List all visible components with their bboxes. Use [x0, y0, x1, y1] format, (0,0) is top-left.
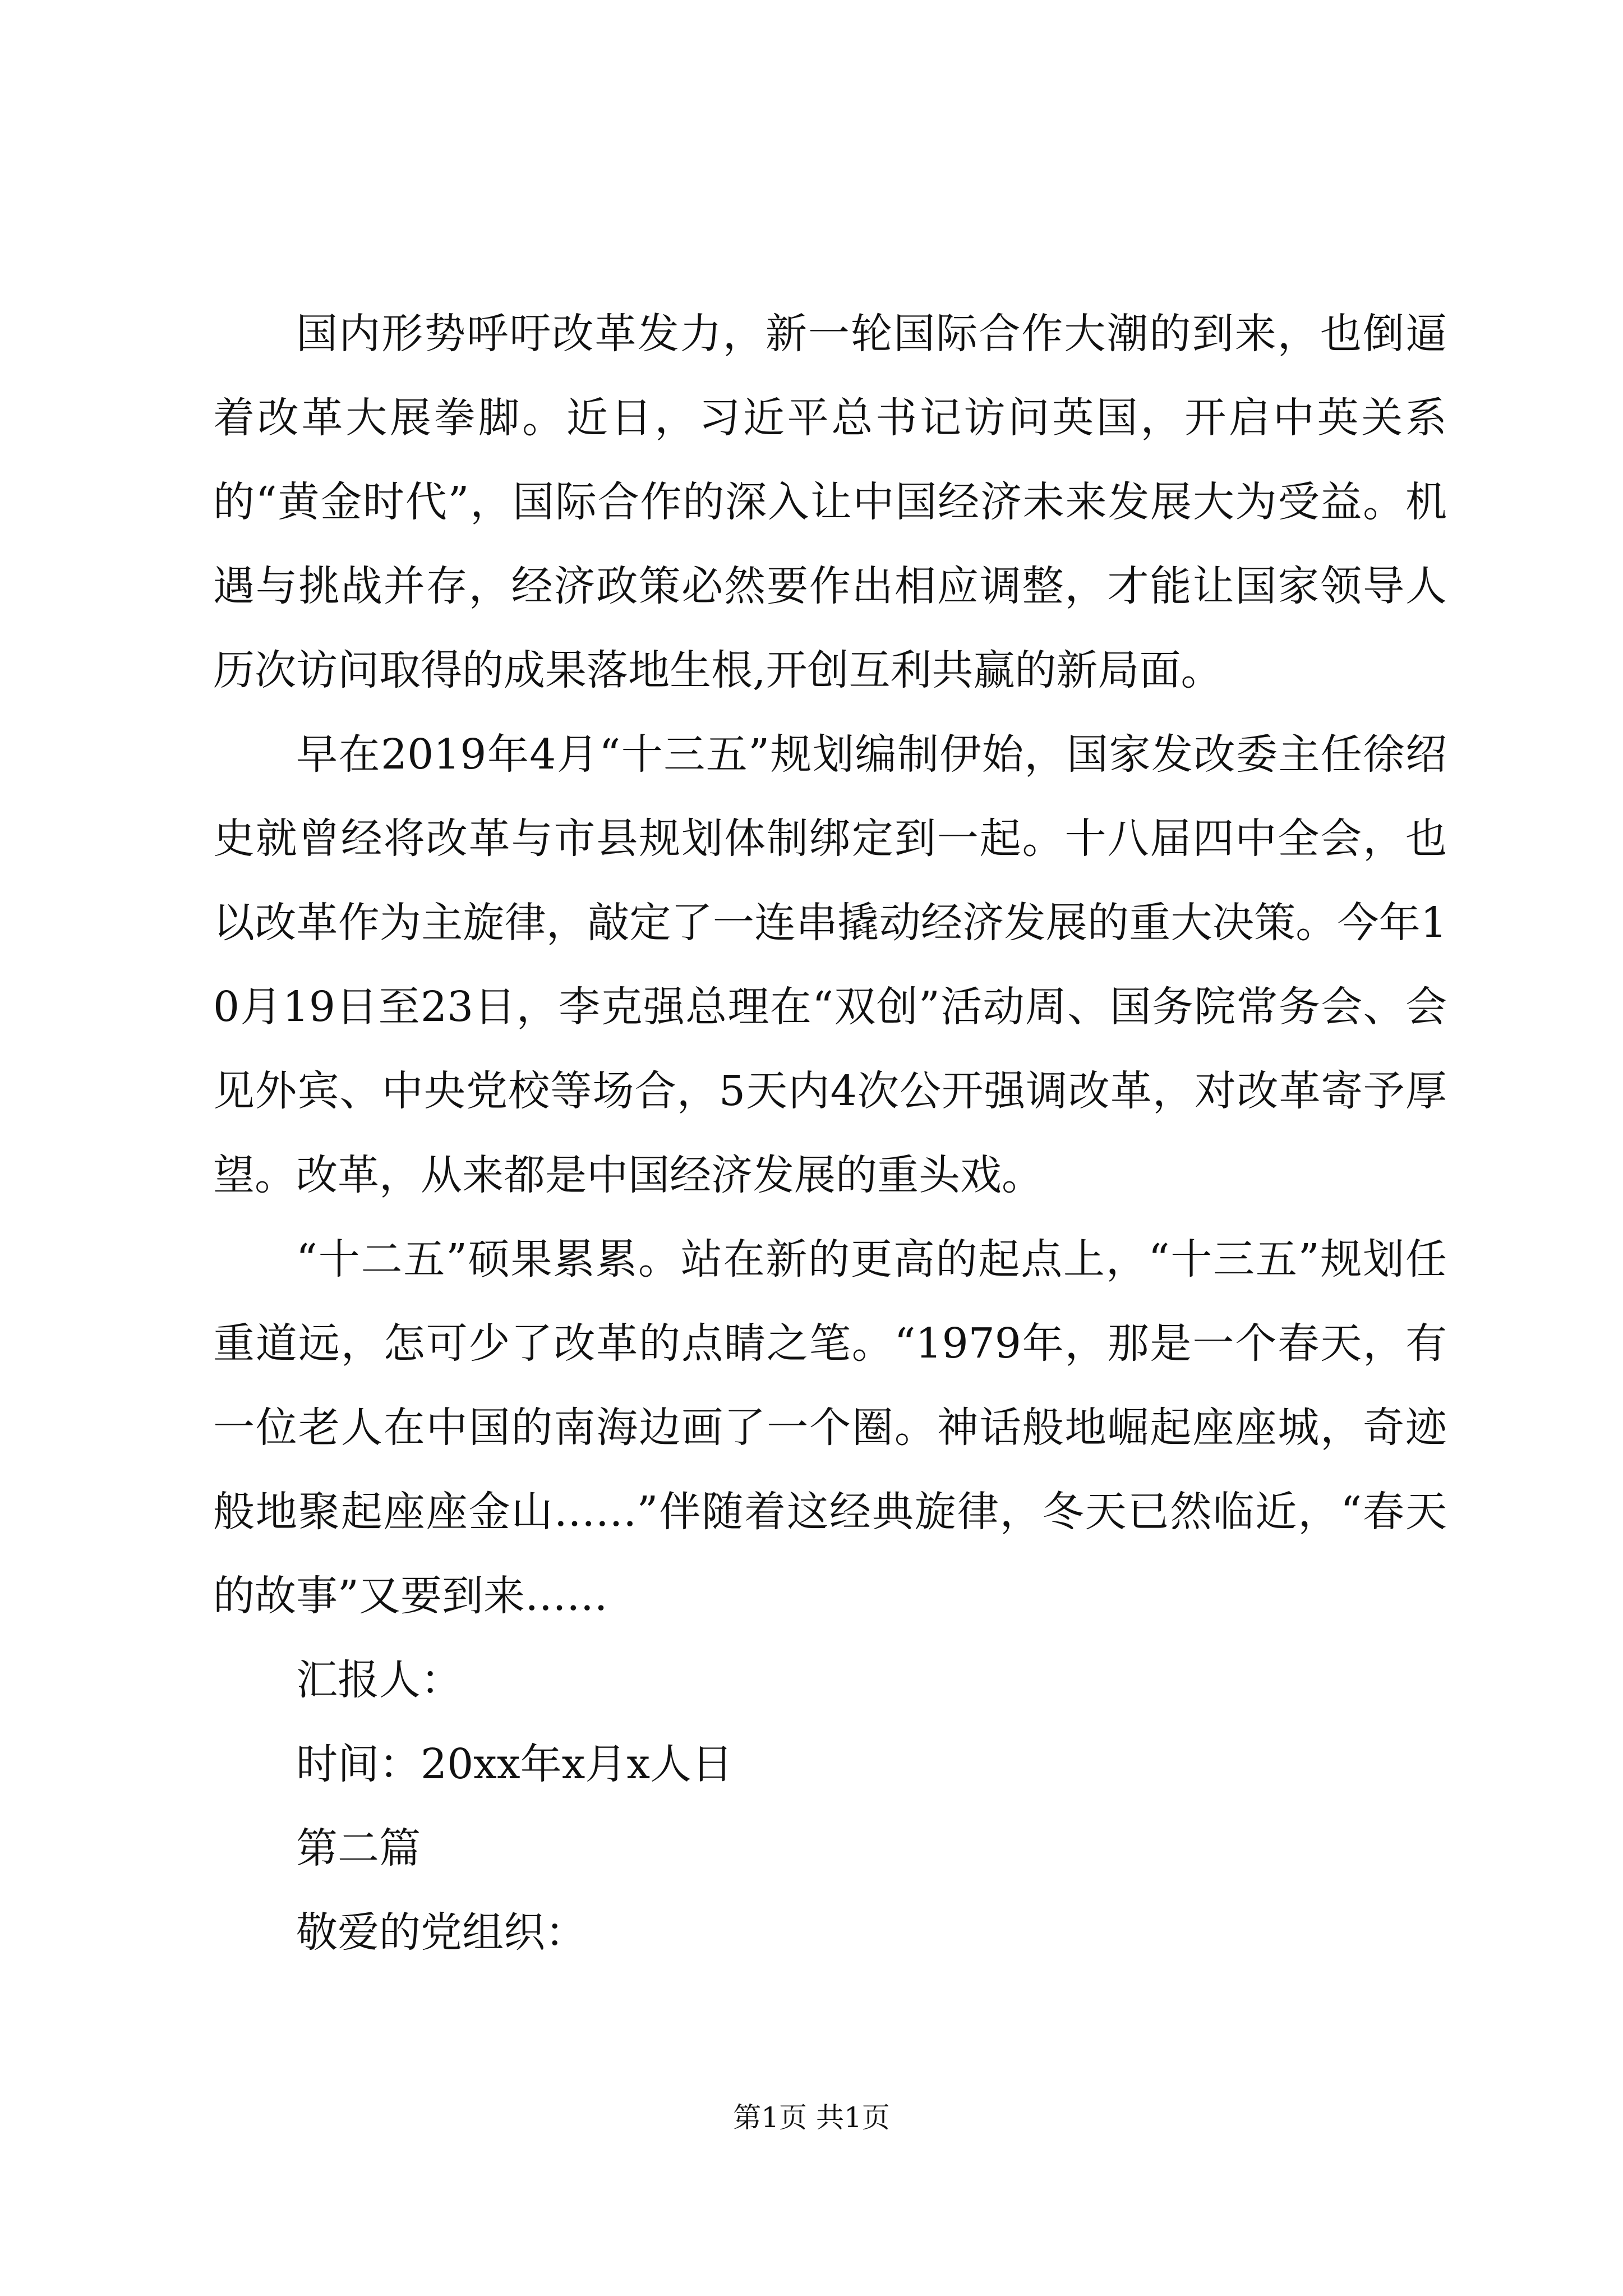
document-body — [213, 292, 1447, 1975]
salutation: 敬爱的党组织： — [296, 1908, 587, 1957]
paragraph-3: “十二五”硕果累累。站在新的更高的起点上，“十三五”规划任重道远，怎可少了改革的点睛之笔。“1979年，那是一个春天，有一位老人在中国的南海边画了一个圈。神话般地崛起座座城，奇迹般地聚起座座金山……”伴随着这经典旋律，冬天已然临近，“春天的故事”又要到来…… — [213, 1235, 1447, 1620]
paragraph-2: 早在2019年4月“十三五”规划编制伊始，国家发改委主任徐绍史就曾经将改革与市县规划体制绑定到一起。十八届四中全会，也以改革作为主旋律，敲定了一连串撬动经济发展的重大决策。今年10月19日至23日，李克强总理在“双创”活动周、国务院常务会、会见外宾、中央党校等场合，5天内4次公开强调改革，对改革寄予厚望。改革，从来都是中国经济发展的重头戏。 — [213, 730, 1447, 1199]
page-footer — [0, 2098, 1623, 2137]
section-title: 第二篇 — [296, 1824, 421, 1872]
reporter-label: 汇报人： — [296, 1656, 462, 1704]
page-number: 第1页 共1页 — [733, 2101, 890, 2134]
time-line: 时间：20xx年x月x人日 — [296, 1740, 734, 1788]
paragraph-1: 国内形势呼吁改革发力，新一轮国际合作大潮的到来，也倒逼着改革大展拳脚。近日，习近平总书记访问英国，开启中英关系的“黄金时代”，国际合作的深入让中国经济未来发展大为受益。机遇与挑战并存，经济政策必然要作出相应调整，才能让国家领导人历次访问取得的成果落地生根,开创互利共赢的新局面。 — [213, 310, 1447, 694]
